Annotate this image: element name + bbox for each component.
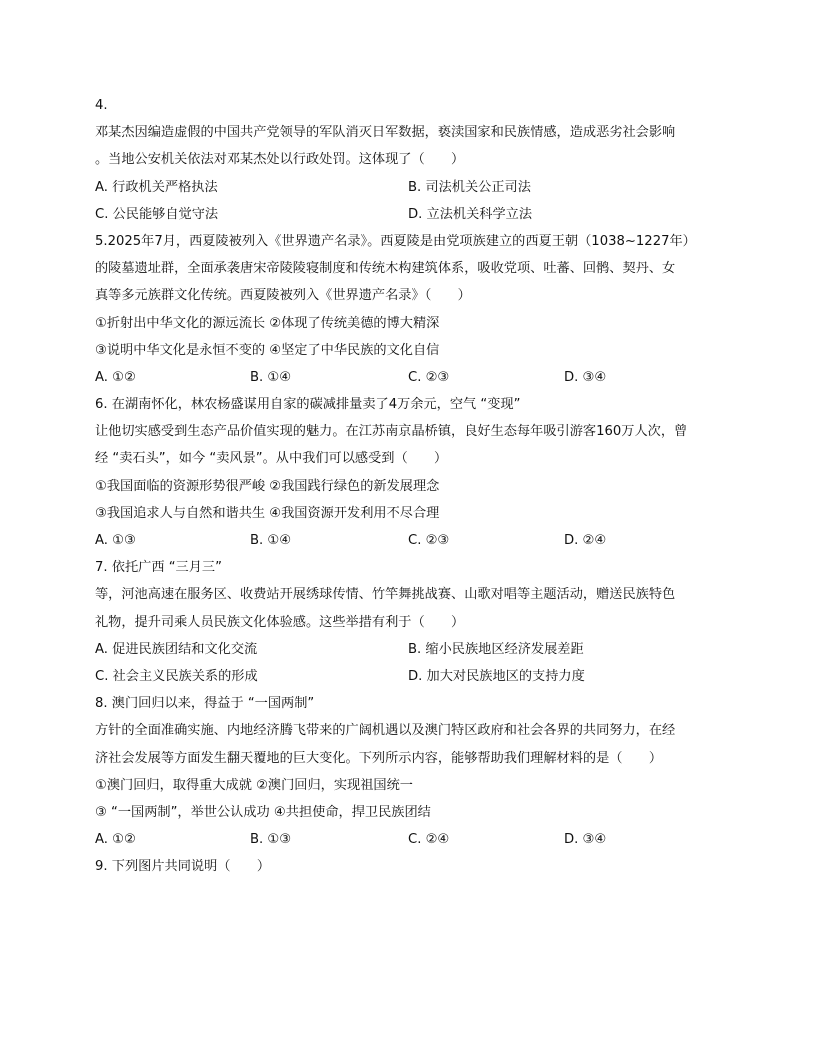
question-4-option-c: C. 公民能够自觉守法 — [95, 206, 219, 222]
question-8-stem-line-1: 8. 澳门回归以来，得益于 “一国两制” — [95, 696, 315, 712]
question-5-items-line-1: ①折射出中华文化的源远流长 ②体现了传统美德的博大精深 — [95, 315, 440, 331]
question-4-option-b: B. 司法机关公正司法 — [408, 179, 531, 195]
question-7-option-d: D. 加大对民族地区的支持力度 — [408, 668, 585, 684]
question-6-stem-line-1: 6. 在湖南怀化，林农杨盛谋用自家的碳减排量卖了4万余元，空气 “变现” — [95, 397, 521, 413]
question-7-options-row-1 — [95, 636, 725, 663]
question-5-option-a: A. ①② — [95, 369, 136, 385]
question-5-options-row — [95, 364, 725, 391]
question-5-items-line-2: ③说明中华文化是永恒不变的 ④坚定了中华民族的文化自信 — [95, 342, 440, 358]
question-7-options-row-2 — [95, 663, 725, 690]
question-7-stem-line-1: 7. 依托广西 “三月三” — [95, 560, 222, 576]
question-6-options-row — [95, 527, 725, 554]
question-8-option-a: A. ①② — [95, 832, 136, 848]
question-4-option-d: D. 立法机关科学立法 — [408, 206, 533, 222]
question-4-options-row-1 — [95, 174, 725, 201]
question-6-items-line-2: ③我国追求人与自然和谐共生 ④我国资源开发利用不尽合理 — [95, 505, 440, 521]
question-7-stem-line-2: 等，河池高速在服务区、收费站开展绣球传情、竹竿舞挑战赛、山歌对唱等主题活动，赠送民族特色 — [95, 587, 676, 603]
question-8-option-b: B. ①③ — [250, 832, 292, 848]
question-6-stem-line-3: 经 “卖石头”，如今 “卖风景”。从中我们可以感受到（ ） — [95, 451, 448, 467]
question-6-option-b: B. ①④ — [250, 533, 292, 548]
question-5-option-c: C. ②③ — [408, 369, 450, 385]
question-4-number: 4. — [95, 98, 108, 113]
question-9-stem-line-1: 9. 下列图片共同说明（ ） — [95, 859, 271, 875]
question-6-items-line-1: ①我国面临的资源形势很严峻 ②我国践行绿色的新发展理念 — [95, 478, 440, 494]
question-6-option-d: D. ②④ — [564, 533, 607, 548]
question-8-option-c: C. ②④ — [408, 832, 450, 848]
question-4-stem-line-2: 。当地公安机关依法对邓某杰处以行政处罚。这体现了（ ） — [95, 152, 465, 168]
question-7-option-a: A. 促进民族团结和文化交流 — [95, 641, 258, 657]
question-5-option-b: B. ①④ — [250, 369, 292, 385]
question-5-stem-line-2: 的陵墓遗址群，全面承袭唐宋帝陵陵寝制度和传统木构建筑体系，吸收党项、吐蕃、回鹘、契丹、女 — [95, 261, 676, 277]
question-6-option-a: A. ①③ — [95, 533, 136, 548]
question-7-option-c: C. 社会主义民族关系的形成 — [95, 668, 258, 684]
question-8-options-row — [95, 826, 725, 853]
question-8-items-line-2: ③ “一国两制”，举世公认成功 ④共担使命，捍卫民族团结 — [95, 804, 431, 820]
question-8-option-d: D. ③④ — [564, 832, 607, 848]
question-5-stem-line-1: 5.2025年7月，西夏陵被列入《世界遗产名录》。西夏陵是由党项族建立的西夏王朝（1038~1227年） — [95, 233, 696, 249]
question-4-stem-line-1: 邓某杰因编造虚假的中国共产党领导的军队消灭日军数据，亵渎国家和民族情感，造成恶劣社会影响 — [95, 125, 676, 141]
question-list — [95, 92, 725, 880]
question-4-option-a: A. 行政机关严格执法 — [95, 179, 218, 195]
question-8-items-line-1: ①澳门回归，取得重大成就 ②澳门回归，实现祖国统一 — [95, 777, 413, 793]
question-6-option-c: C. ②③ — [408, 533, 450, 548]
question-7-stem-line-3: 礼物，提升司乘人员民族文化体验感。这些举措有利于（ ） — [95, 614, 465, 630]
question-4-options-row-2 — [95, 201, 725, 228]
question-8-stem-line-2: 方针的全面准确实施、内地经济腾飞带来的广阔机遇以及澳门特区政府和社会各界的共同努力，在经 — [95, 723, 676, 739]
question-5-stem-line-3: 真等多元族群文化传统。西夏陵被列入《世界遗产名录》（ ） — [95, 288, 471, 304]
question-5-option-d: D. ③④ — [564, 369, 607, 385]
question-7-option-b: B. 缩小民族地区经济发展差距 — [408, 641, 584, 657]
question-8-stem-line-3: 济社会发展等方面发生翻天覆地的巨大变化。下列所示内容，能够帮助我们理解材料的是（ ） — [95, 750, 663, 766]
question-6-stem-line-2: 让他切实感受到生态产品价值实现的魅力。在江苏南京晶桥镇，良好生态每年吸引游客160万人次，曾 — [95, 424, 688, 440]
